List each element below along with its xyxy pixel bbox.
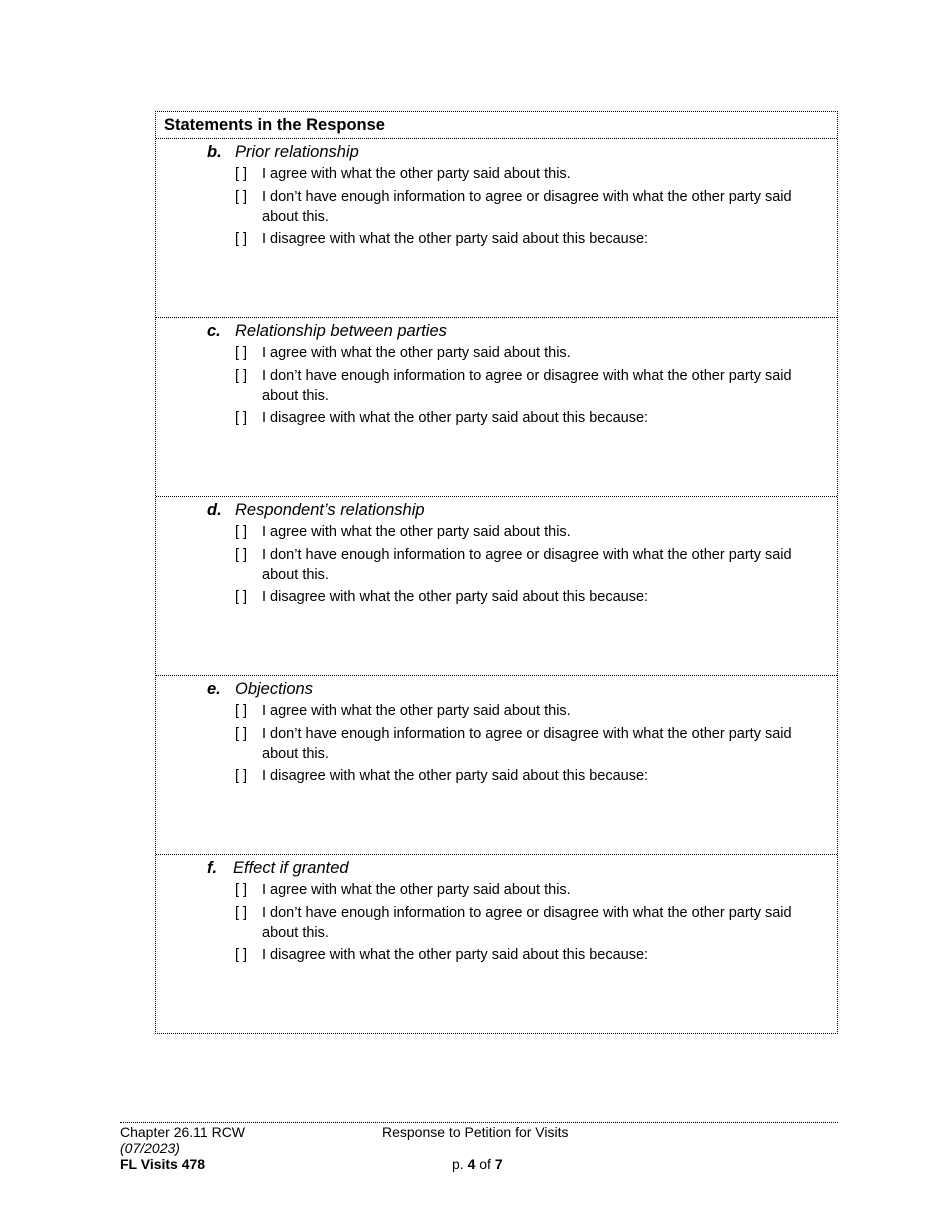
section-letter: c.: [207, 322, 221, 340]
checkbox[interactable]: [ ]: [235, 905, 248, 921]
option-agree[interactable]: [235, 881, 822, 901]
section-title-text: Objections: [235, 680, 313, 698]
section-respondents-relationship: [156, 497, 837, 676]
section-title: [207, 680, 313, 699]
checkbox[interactable]: [ ]: [235, 231, 248, 247]
option-disagree[interactable]: [235, 409, 822, 429]
option-agree[interactable]: [235, 702, 822, 722]
option-agree-label: I agree with what the other party said about this.: [262, 166, 571, 182]
footer-form-code: FL Visits 478: [120, 1156, 206, 1172]
option-not-enough-info-label: I don’t have enough information to agree or disagree with what the other party said about this.: [262, 726, 792, 762]
option-not-enough-info-label: I don’t have enough information to agree or disagree with what the other party said about this.: [262, 189, 792, 225]
section-title-text: Relationship between parties: [235, 322, 447, 340]
option-not-enough-info[interactable]: [235, 188, 822, 227]
footer-page-number: [452, 1156, 503, 1172]
option-disagree[interactable]: [235, 767, 822, 787]
page-of: of: [479, 1156, 491, 1172]
checkbox[interactable]: [ ]: [235, 524, 248, 540]
option-agree-label: I agree with what the other party said about this.: [262, 524, 571, 540]
box-header: Statements in the Response: [156, 112, 837, 139]
page-total: 7: [494, 1156, 503, 1172]
option-disagree[interactable]: [235, 588, 822, 608]
section-objections: [156, 676, 837, 855]
section-title: [207, 501, 425, 520]
option-not-enough-info[interactable]: [235, 725, 822, 764]
section-letter: b.: [207, 143, 222, 161]
checkbox[interactable]: [ ]: [235, 410, 248, 426]
option-agree-label: I agree with what the other party said about this.: [262, 882, 571, 898]
checkbox[interactable]: [ ]: [235, 882, 248, 898]
option-not-enough-info-label: I don’t have enough information to agree or disagree with what the other party said about this.: [262, 905, 792, 941]
option-not-enough-info[interactable]: [235, 546, 822, 585]
option-disagree-label: I disagree with what the other party said about this because:: [262, 589, 649, 605]
section-effect-if-granted: [156, 855, 837, 1033]
section-title: [207, 143, 359, 162]
footer-divider: [120, 1122, 838, 1123]
footer-date: (07/2023): [120, 1140, 180, 1156]
option-disagree-label: I disagree with what the other party said about this because:: [262, 947, 649, 963]
section-letter: f.: [207, 859, 218, 877]
option-disagree-label: I disagree with what the other party said about this because:: [262, 410, 649, 426]
section-title-text: Effect if granted: [233, 859, 349, 877]
footer-chapter: Chapter 26.11 RCW: [120, 1124, 246, 1140]
checkbox[interactable]: [ ]: [235, 166, 248, 182]
checkbox[interactable]: [ ]: [235, 703, 248, 719]
section-title-text: Respondent’s relationship: [235, 501, 425, 519]
option-disagree-label: I disagree with what the other party said about this because:: [262, 768, 649, 784]
section-prior-relationship: [156, 139, 837, 318]
option-disagree[interactable]: [235, 230, 822, 250]
option-agree[interactable]: [235, 523, 822, 543]
statements-form-box: [155, 111, 838, 1034]
option-agree[interactable]: [235, 165, 822, 185]
checkbox[interactable]: [ ]: [235, 947, 248, 963]
page-prefix: p.: [452, 1156, 464, 1172]
option-not-enough-info-label: I don’t have enough information to agree or disagree with what the other party said about this.: [262, 547, 792, 583]
page-current: 4: [467, 1156, 476, 1172]
section-relationship-between-parties: [156, 318, 837, 497]
checkbox[interactable]: [ ]: [235, 189, 248, 205]
section-title: [207, 859, 349, 878]
checkbox[interactable]: [ ]: [235, 768, 248, 784]
checkbox[interactable]: [ ]: [235, 726, 248, 742]
section-title: [207, 322, 447, 341]
option-agree[interactable]: [235, 344, 822, 364]
option-agree-label: I agree with what the other party said about this.: [262, 703, 571, 719]
section-letter: e.: [207, 680, 221, 698]
option-not-enough-info[interactable]: [235, 367, 822, 406]
section-title-text: Prior relationship: [235, 143, 359, 161]
checkbox[interactable]: [ ]: [235, 368, 248, 384]
option-not-enough-info[interactable]: [235, 904, 822, 943]
option-agree-label: I agree with what the other party said about this.: [262, 345, 571, 361]
checkbox[interactable]: [ ]: [235, 589, 248, 605]
footer-title: Response to Petition for Visits: [382, 1124, 569, 1140]
section-letter: d.: [207, 501, 222, 519]
option-disagree-label: I disagree with what the other party said about this because:: [262, 231, 649, 247]
checkbox[interactable]: [ ]: [235, 547, 248, 563]
option-disagree[interactable]: [235, 946, 822, 966]
checkbox[interactable]: [ ]: [235, 345, 248, 361]
option-not-enough-info-label: I don’t have enough information to agree or disagree with what the other party said about this.: [262, 368, 792, 404]
